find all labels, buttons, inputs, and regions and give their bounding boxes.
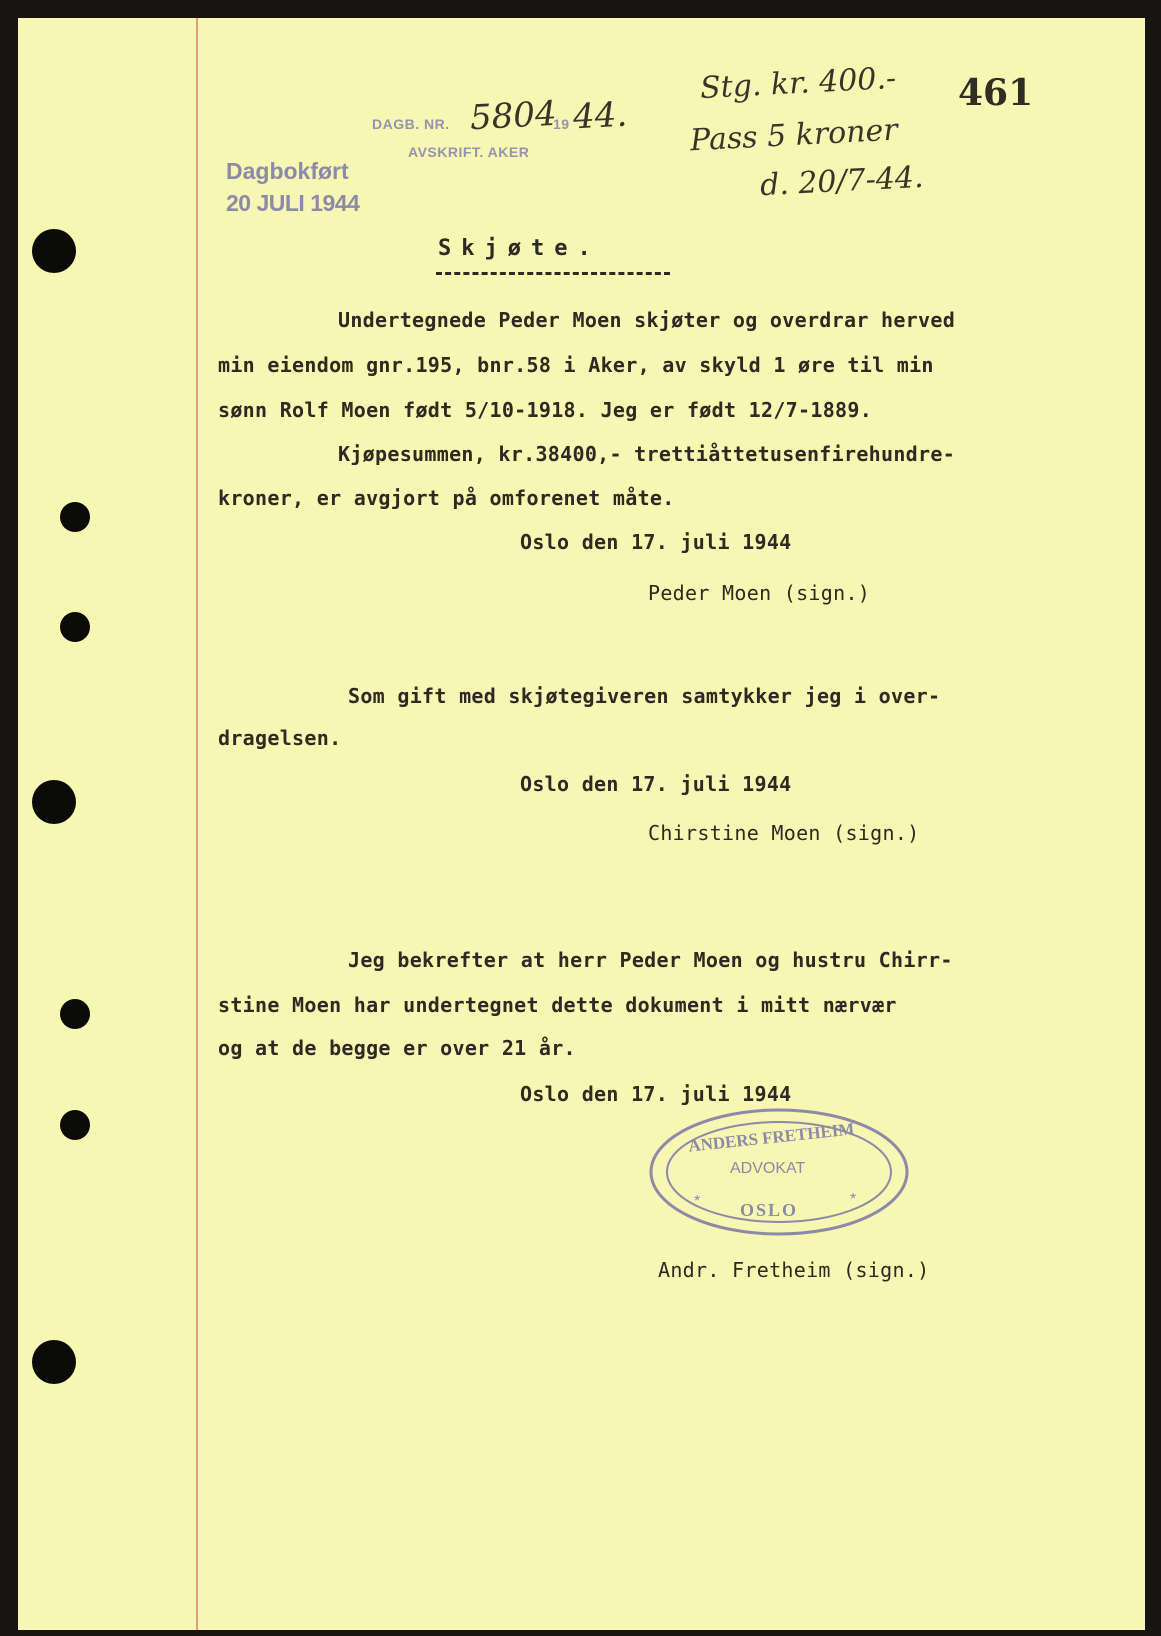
paragraph2-line: kroner, er avgjort på omforenet måte. (218, 486, 675, 510)
stamp-name: ANDERS FRETHEIM (687, 1119, 856, 1156)
dagb-year-value: 44. (571, 94, 629, 138)
dagbokfort-label: Dagbokført (226, 158, 349, 184)
stamp-city: OSLO (740, 1200, 799, 1220)
pass-note: Pass 5 kroner (689, 112, 899, 159)
paragraph2-line: Kjøpesummen, kr.38400,- trettiåttetusenfirehundre- (338, 442, 956, 466)
stamp-title: ADVOKAT (730, 1160, 806, 1177)
paragraph3-line: Som gift med skjøtegiveren samtykker jeg i over- (348, 684, 941, 708)
binder-hole (32, 1340, 76, 1384)
binder-hole (32, 229, 76, 273)
document-page (18, 18, 1145, 1630)
paragraph1-line: sønn Rolf Moen født 5/10-1918. Jeg er født 12/7-1889. (218, 398, 873, 422)
place-date-3: Oslo den 17. juli 1944 (520, 1082, 792, 1106)
stamp-star: * (694, 1193, 701, 1210)
place-date-1: Oslo den 17. juli 1944 (520, 530, 792, 554)
signature-chirstine-moen: Chirstine Moen (sign.) (648, 821, 920, 845)
signature-peder-moen: Peder Moen (sign.) (648, 581, 871, 605)
dagb-year-prefix: 19 (553, 116, 570, 132)
binder-hole (60, 502, 90, 532)
stamp-star: * (850, 1191, 857, 1208)
paragraph4-line: og at de begge er over 21 år. (218, 1036, 576, 1060)
binder-hole (60, 1110, 90, 1140)
date-note: d. 20/7-44. (759, 159, 925, 204)
binder-hole (60, 612, 90, 642)
avskrift-label: AVSKRIFT. AKER (408, 144, 530, 160)
dagb-nr-value: 5804 (469, 93, 558, 139)
document-title: Skjøte. (438, 236, 601, 261)
page-number: 461 (958, 72, 1034, 114)
margin-rule (196, 18, 198, 1630)
binder-hole (32, 780, 76, 824)
paragraph1-line: min eiendom gnr.195, bnr.58 i Aker, av skyld 1 øre til min (218, 353, 934, 377)
fee-note: Stg. kr. 400.- (699, 60, 897, 107)
binder-hole (60, 999, 90, 1029)
place-date-2: Oslo den 17. juli 1944 (520, 772, 792, 796)
paragraph1-line: Undertegnede Peder Moen skjøter og overdrar herved (338, 308, 956, 332)
dagb-nr-label: DAGB. NR. (372, 116, 450, 132)
title-underline (436, 272, 670, 275)
paragraph4-line: Jeg bekrefter at herr Peder Moen og hustru Chirr- (348, 948, 953, 972)
signature-fretheim: Andr. Fretheim (sign.) (658, 1258, 930, 1282)
dagbokfort-date: 20 JULI 1944 (226, 190, 360, 216)
paragraph3-line: dragelsen. (218, 726, 342, 750)
paragraph4-line: stine Moen har undertegnet dette dokument i mitt nærvær (218, 993, 897, 1017)
